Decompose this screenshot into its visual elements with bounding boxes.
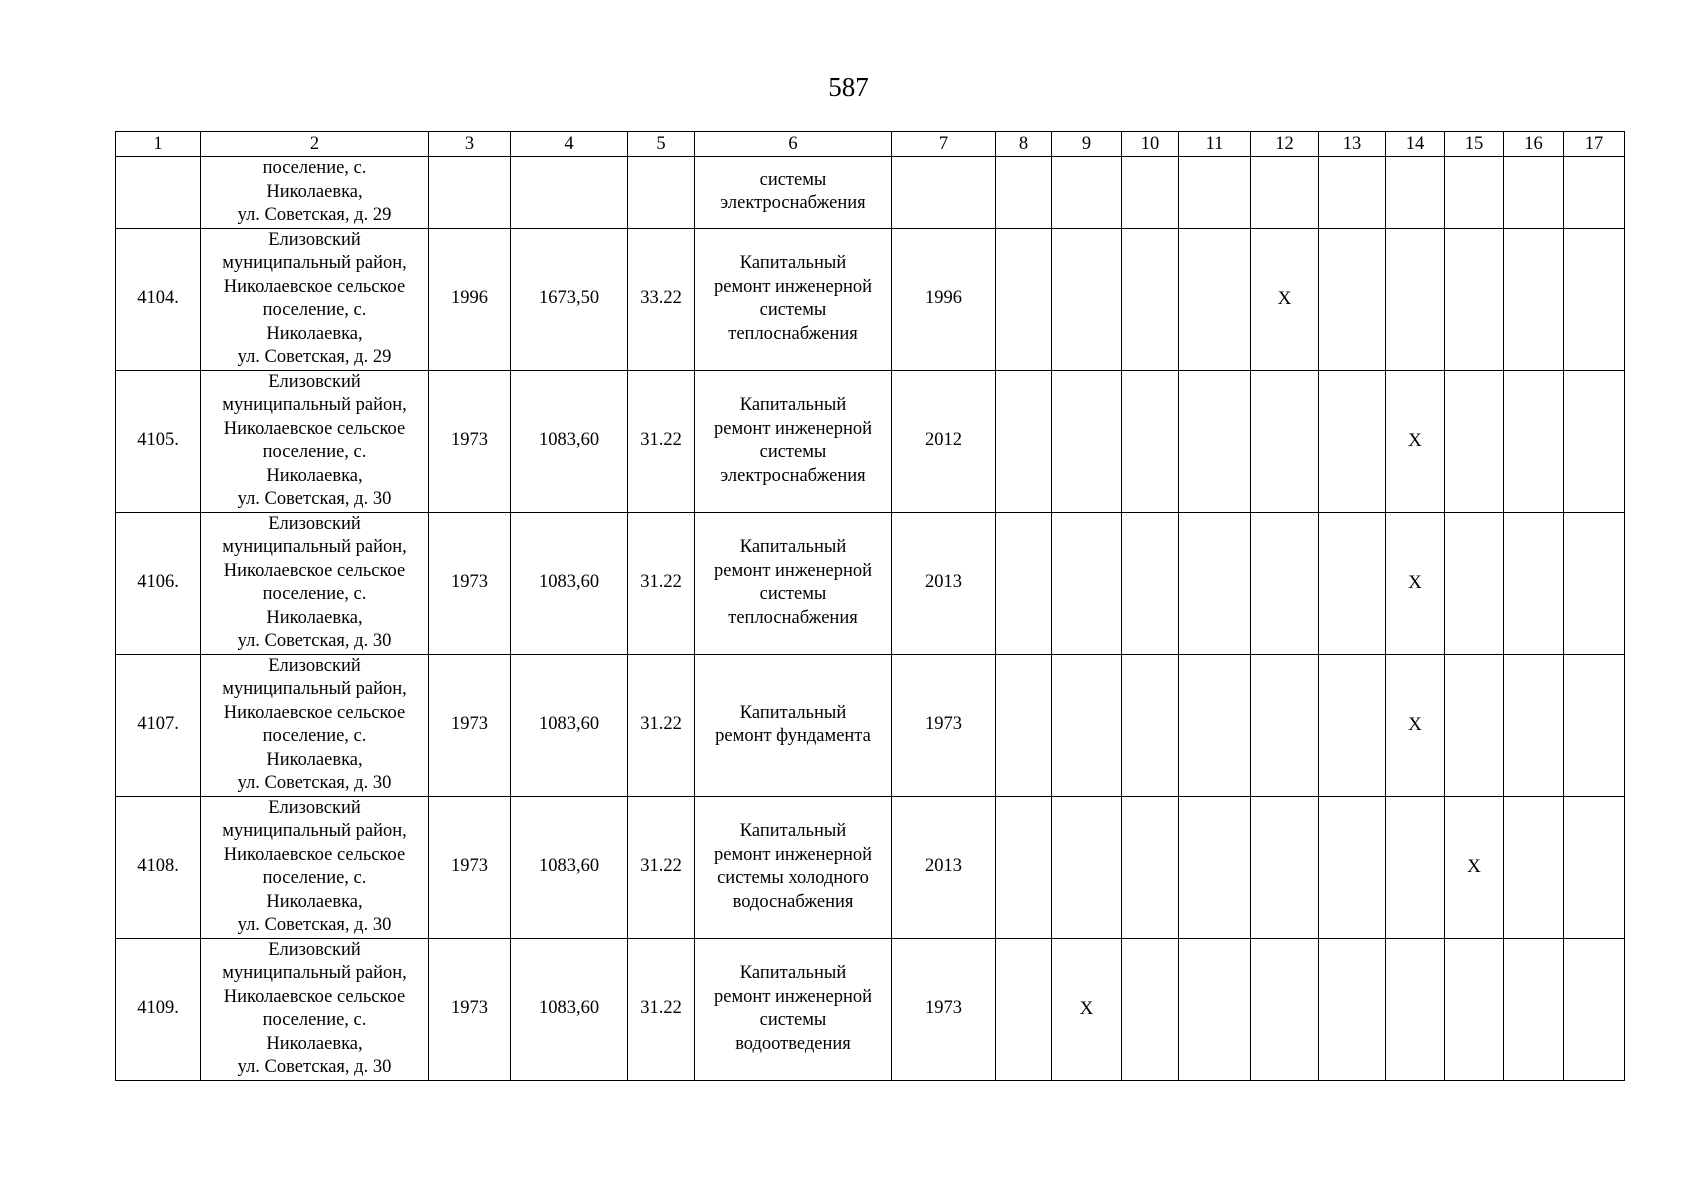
area-cell xyxy=(511,157,628,229)
mark-cell xyxy=(1386,938,1445,1080)
mark-cell xyxy=(1122,654,1179,796)
row-number: 4108. xyxy=(116,796,201,938)
area-cell: 1673,50 xyxy=(511,228,628,370)
mark-cell xyxy=(1251,938,1319,1080)
mark-cell xyxy=(996,512,1052,654)
year-cell xyxy=(892,157,996,229)
page-number: 587 xyxy=(828,72,869,102)
mark-cell xyxy=(1122,796,1179,938)
work-type-cell: Капитальный ремонт инженерной системы электроснабжения xyxy=(695,370,892,512)
area-cell: 1083,60 xyxy=(511,370,628,512)
year-built-cell xyxy=(429,157,511,229)
mark-cell xyxy=(1504,157,1564,229)
mark-cell xyxy=(1564,512,1625,654)
address-cell: Елизовский муниципальный район, Николаевское сельское поселение, с. Николаевка, ул. Советская, д. 30 xyxy=(201,370,429,512)
address-cell: Елизовский муниципальный район, Николаевское сельское поселение, с. Николаевка, ул. Советская, д. 30 xyxy=(201,654,429,796)
work-type-cell: Капитальный ремонт инженерной системы водоотведения xyxy=(695,938,892,1080)
mark-cell xyxy=(1504,370,1564,512)
mark-cell xyxy=(1122,370,1179,512)
row-number: 4106. xyxy=(116,512,201,654)
address-cell: поселение, с. Николаевка, ул. Советская, д. 29 xyxy=(201,157,429,229)
mark-cell xyxy=(1251,512,1319,654)
code-cell: 33.22 xyxy=(628,228,695,370)
row-number: 4105. xyxy=(116,370,201,512)
work-type-cell: системы электроснабжения xyxy=(695,157,892,229)
mark-cell xyxy=(1504,938,1564,1080)
mark-cell xyxy=(1386,796,1445,938)
year-cell: 2013 xyxy=(892,512,996,654)
year-built-cell: 1973 xyxy=(429,796,511,938)
year-built-cell: 1973 xyxy=(429,938,511,1080)
column-header: 5 xyxy=(628,132,695,157)
mark-cell xyxy=(1445,228,1504,370)
column-header: 17 xyxy=(1564,132,1625,157)
row-number xyxy=(116,157,201,229)
mark-cell xyxy=(1445,938,1504,1080)
area-cell: 1083,60 xyxy=(511,654,628,796)
mark-cell xyxy=(996,938,1052,1080)
code-cell xyxy=(628,157,695,229)
address-cell: Елизовский муниципальный район, Николаевское сельское поселение, с. Николаевка, ул. Советская, д. 30 xyxy=(201,512,429,654)
mark-cell xyxy=(1319,796,1386,938)
year-built-cell: 1973 xyxy=(429,370,511,512)
address-cell: Елизовский муниципальный район, Николаевское сельское поселение, с. Николаевка, ул. Советская, д. 30 xyxy=(201,938,429,1080)
mark-cell xyxy=(1052,228,1122,370)
mark-cell xyxy=(1319,370,1386,512)
mark-cell xyxy=(1445,370,1504,512)
mark-cell xyxy=(1319,654,1386,796)
mark-cell xyxy=(1319,512,1386,654)
column-header: 2 xyxy=(201,132,429,157)
row-number: 4104. xyxy=(116,228,201,370)
mark-cell xyxy=(1179,157,1251,229)
year-cell: 1973 xyxy=(892,654,996,796)
mark-cell xyxy=(1052,512,1122,654)
column-header: 11 xyxy=(1179,132,1251,157)
code-cell: 31.22 xyxy=(628,370,695,512)
mark-cell xyxy=(1251,796,1319,938)
register-table xyxy=(115,131,1625,1081)
area-cell: 1083,60 xyxy=(511,512,628,654)
code-cell: 31.22 xyxy=(628,938,695,1080)
mark-cell xyxy=(1319,938,1386,1080)
mark-cell xyxy=(1052,796,1122,938)
mark-cell xyxy=(1386,228,1445,370)
year-cell: 1973 xyxy=(892,938,996,1080)
code-cell: 31.22 xyxy=(628,512,695,654)
work-type-cell: Капитальный ремонт инженерной системы теплоснабжения xyxy=(695,228,892,370)
mark-cell xyxy=(1179,512,1251,654)
row-number: 4107. xyxy=(116,654,201,796)
year-cell: 2013 xyxy=(892,796,996,938)
work-type-cell: Капитальный ремонт фундамента xyxy=(695,654,892,796)
mark-cell xyxy=(1179,938,1251,1080)
column-header: 10 xyxy=(1122,132,1179,157)
year-built-cell: 1996 xyxy=(429,228,511,370)
year-built-cell: 1973 xyxy=(429,654,511,796)
mark-cell xyxy=(1251,370,1319,512)
mark-cell: X xyxy=(1386,512,1445,654)
area-cell: 1083,60 xyxy=(511,796,628,938)
column-header: 12 xyxy=(1251,132,1319,157)
mark-cell xyxy=(1504,796,1564,938)
mark-cell xyxy=(1122,157,1179,229)
mark-cell xyxy=(1052,157,1122,229)
column-header: 7 xyxy=(892,132,996,157)
mark-cell xyxy=(1386,157,1445,229)
table-row xyxy=(116,938,1625,1080)
mark-cell: X xyxy=(1052,938,1122,1080)
address-cell: Елизовский муниципальный район, Николаевское сельское поселение, с. Николаевка, ул. Советская, д. 30 xyxy=(201,796,429,938)
year-cell: 2012 xyxy=(892,370,996,512)
mark-cell xyxy=(1504,228,1564,370)
column-header: 9 xyxy=(1052,132,1122,157)
column-header: 1 xyxy=(116,132,201,157)
table-row xyxy=(116,370,1625,512)
mark-cell xyxy=(1251,654,1319,796)
mark-cell xyxy=(1179,796,1251,938)
mark-cell xyxy=(1564,157,1625,229)
mark-cell xyxy=(1319,157,1386,229)
mark-cell xyxy=(1564,796,1625,938)
year-cell: 1996 xyxy=(892,228,996,370)
mark-cell xyxy=(1052,370,1122,512)
column-header: 3 xyxy=(429,132,511,157)
mark-cell xyxy=(1319,228,1386,370)
mark-cell xyxy=(1179,228,1251,370)
year-built-cell: 1973 xyxy=(429,512,511,654)
mark-cell xyxy=(1445,654,1504,796)
mark-cell xyxy=(1504,654,1564,796)
mark-cell xyxy=(1179,654,1251,796)
column-header: 6 xyxy=(695,132,892,157)
mark-cell: X xyxy=(1251,228,1319,370)
mark-cell xyxy=(1564,938,1625,1080)
code-cell: 31.22 xyxy=(628,654,695,796)
mark-cell xyxy=(1122,228,1179,370)
mark-cell xyxy=(1564,228,1625,370)
column-header: 14 xyxy=(1386,132,1445,157)
table-row-continued xyxy=(116,157,1625,229)
work-type-cell: Капитальный ремонт инженерной системы холодного водоснабжения xyxy=(695,796,892,938)
mark-cell xyxy=(996,228,1052,370)
mark-cell xyxy=(1564,654,1625,796)
mark-cell xyxy=(1445,157,1504,229)
column-header: 15 xyxy=(1445,132,1504,157)
mark-cell xyxy=(1564,370,1625,512)
table-row xyxy=(116,796,1625,938)
column-header: 16 xyxy=(1504,132,1564,157)
code-cell: 31.22 xyxy=(628,796,695,938)
column-header: 8 xyxy=(996,132,1052,157)
mark-cell xyxy=(1179,370,1251,512)
mark-cell: X xyxy=(1386,654,1445,796)
mark-cell xyxy=(1445,512,1504,654)
header-row xyxy=(116,132,1625,157)
table-row xyxy=(116,512,1625,654)
mark-cell xyxy=(996,157,1052,229)
mark-cell xyxy=(996,370,1052,512)
work-type-cell: Капитальный ремонт инженерной системы теплоснабжения xyxy=(695,512,892,654)
area-cell: 1083,60 xyxy=(511,938,628,1080)
table-row xyxy=(116,654,1625,796)
mark-cell xyxy=(1504,512,1564,654)
mark-cell xyxy=(1052,654,1122,796)
mark-cell xyxy=(1122,938,1179,1080)
mark-cell xyxy=(996,654,1052,796)
mark-cell: X xyxy=(1386,370,1445,512)
column-header: 13 xyxy=(1319,132,1386,157)
mark-cell xyxy=(1251,157,1319,229)
column-header: 4 xyxy=(511,132,628,157)
mark-cell xyxy=(1122,512,1179,654)
mark-cell: X xyxy=(1445,796,1504,938)
row-number: 4109. xyxy=(116,938,201,1080)
mark-cell xyxy=(996,796,1052,938)
table-row xyxy=(116,228,1625,370)
address-cell: Елизовский муниципальный район, Николаевское сельское поселение, с. Николаевка, ул. Советская, д. 29 xyxy=(201,228,429,370)
